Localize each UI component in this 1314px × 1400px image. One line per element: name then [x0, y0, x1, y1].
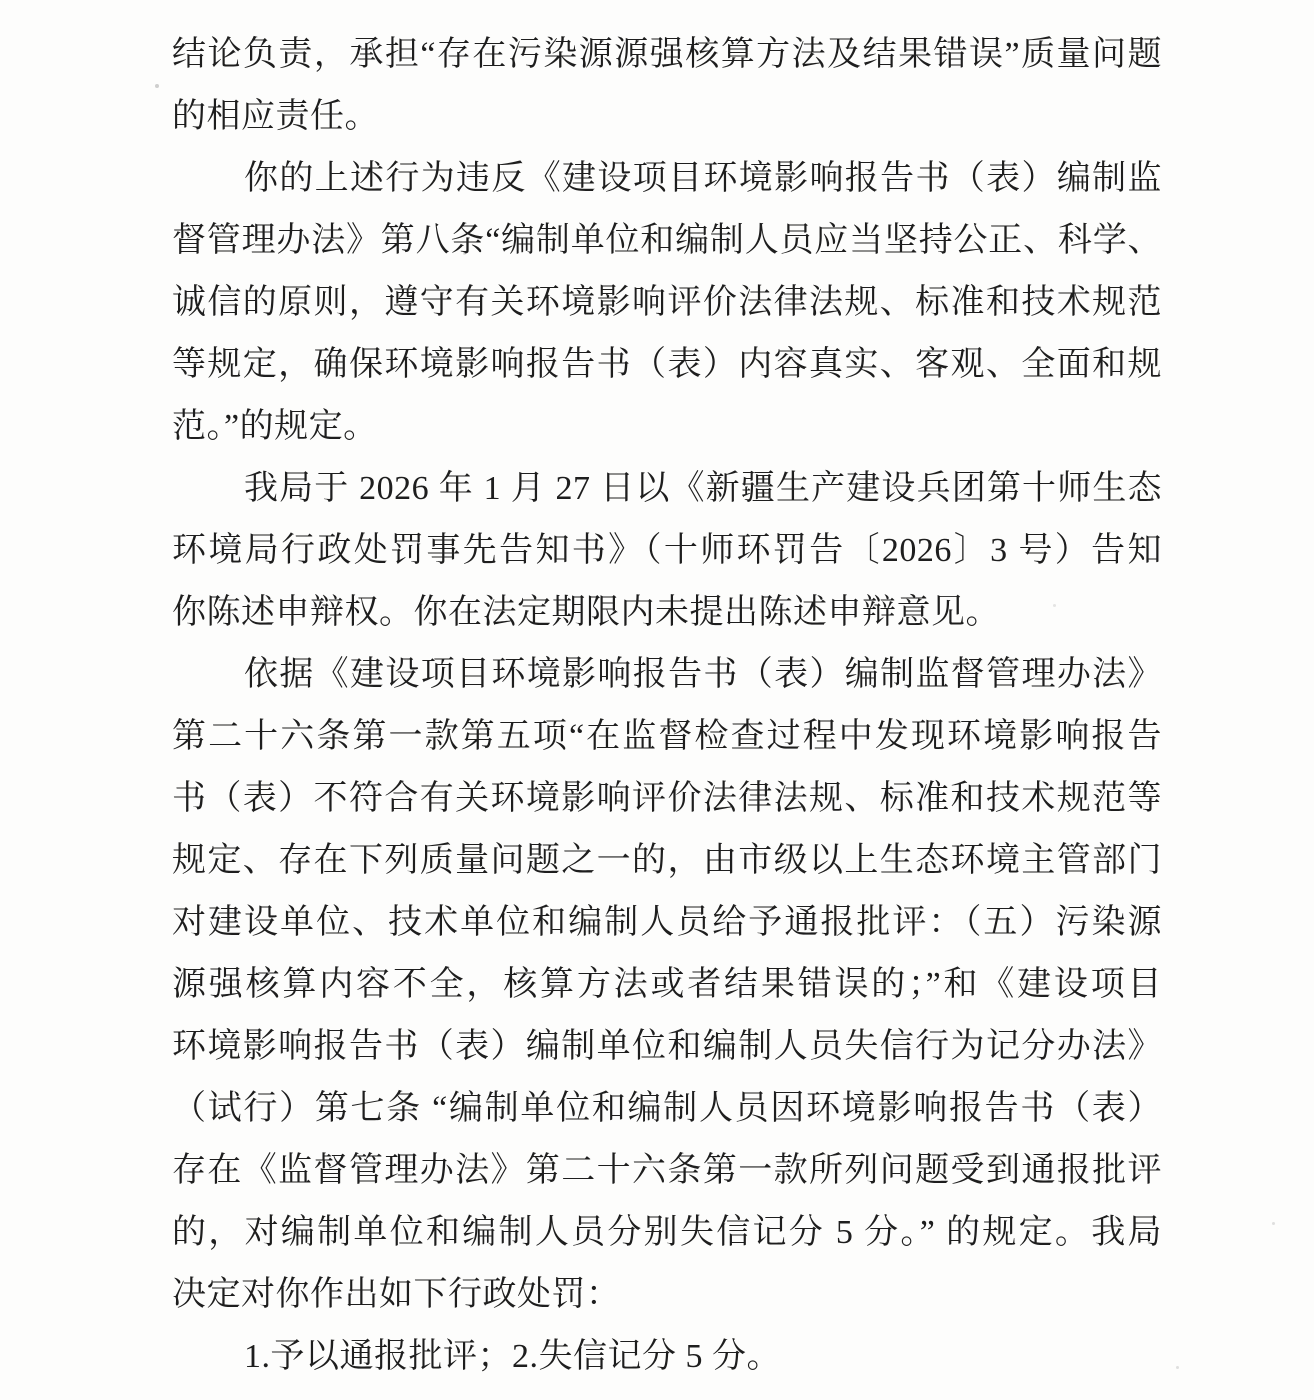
text-line: 第二十六条第一款第五项“在监督检查过程中发现环境影响报告	[172, 718, 1162, 755]
scan-speck	[155, 84, 159, 88]
text-line: 你陈述申辩权。你在法定期限内未提出陈述申辩意见。	[172, 594, 1000, 631]
text-line: 你的上述行为违反《建设项目环境影响报告书（表）编制监	[244, 160, 1162, 197]
text-line: 源强核算内容不全，核算方法或者结果错误的；”和《建设项目	[172, 966, 1162, 1003]
text-line: 环境影响报告书（表）编制单位和编制人员失信行为记分办法》	[172, 1028, 1162, 1065]
text-line: 规定、存在下列质量问题之一的，由市级以上生态环境主管部门	[172, 842, 1162, 879]
text-line: 的相应责任。	[172, 98, 379, 135]
text-line: 督管理办法》第八条“编制单位和编制人员应当坚持公正、科学、	[172, 222, 1162, 259]
text-line: 范。”的规定。	[172, 408, 378, 445]
document-text-block	[172, 24, 1162, 1388]
text-line: （试行）第七条 “编制单位和编制人员因环境影响报告书（表）	[172, 1090, 1162, 1127]
text-line: 决定对你作出如下行政处罚：	[172, 1276, 621, 1313]
text-line: 书（表）不符合有关环境影响评价法律法规、标准和技术规范等	[172, 780, 1162, 817]
scan-speck	[1272, 1222, 1275, 1225]
text-line: 我局于 2026 年 1 月 27 日以《新疆生产建设兵团第十师生态	[244, 470, 1162, 507]
scan-speck	[1053, 604, 1056, 607]
text-line: 环境局行政处罚事先告知书》（十师环罚告〔2026〕3 号）告知	[172, 532, 1162, 569]
scan-speck	[463, 252, 466, 255]
text-line: 对建设单位、技术单位和编制人员给予通报批评：（五）污染源	[172, 904, 1162, 941]
text-line: 存在《监督管理办法》第二十六条第一款所列问题受到通报批评	[172, 1152, 1162, 1189]
text-line: 诚信的原则，遵守有关环境影响评价法律法规、标准和技术规范	[172, 284, 1162, 321]
text-line: 依据《建设项目环境影响报告书（表）编制监督管理办法》	[244, 656, 1162, 693]
text-line: 1.予以通报批评；2.失信记分 5 分。	[244, 1338, 781, 1375]
text-line: 的，对编制单位和编制人员分别失信记分 5 分。” 的规定。我局	[172, 1214, 1162, 1251]
text-line: 结论负责，承担“存在污染源源强核算方法及结果错误”质量问题	[172, 36, 1162, 73]
scan-speck	[1176, 1366, 1179, 1369]
text-line: 等规定，确保环境影响报告书（表）内容真实、客观、全面和规	[172, 346, 1162, 383]
